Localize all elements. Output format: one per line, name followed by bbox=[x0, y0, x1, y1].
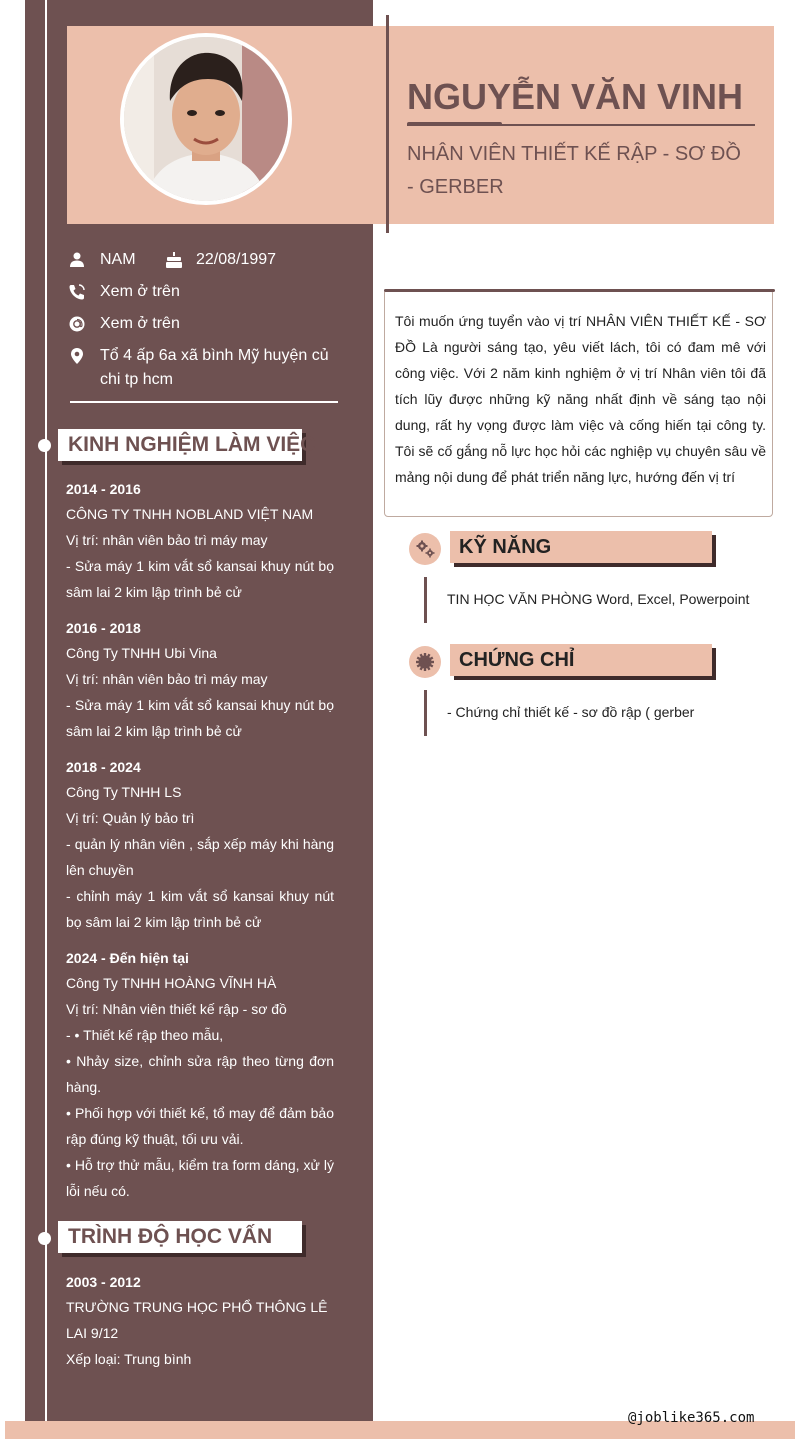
experience-period: 2024 - Đến hiện tại bbox=[66, 950, 189, 966]
experience-position: Vị trí: nhân viên bảo trì máy may bbox=[66, 671, 268, 687]
avatar bbox=[120, 33, 292, 205]
experience-detail: • Hỗ trợ thử mẫu, kiểm tra form dáng, xử lý lỗi nếu có. bbox=[66, 1157, 334, 1199]
address-line-1: Tổ 4 ấp 6a xã bình Mỹ huyện củ bbox=[100, 347, 329, 364]
name-underline-accent bbox=[407, 122, 502, 126]
experience-detail: - Sửa máy 1 kim vắt sổ kansai khuy nút bọ sâm lai 2 kim lập trình bẻ cử bbox=[66, 697, 334, 739]
certificates-heading bbox=[450, 644, 712, 676]
avatar-photo bbox=[124, 37, 288, 201]
address-line-2: chi tp hcm bbox=[100, 371, 173, 388]
experience-item bbox=[66, 477, 334, 605]
experience-item bbox=[66, 946, 334, 1204]
experience-period: 2018 - 2024 bbox=[66, 759, 141, 775]
skills-heading bbox=[450, 531, 712, 563]
certificates-bar bbox=[424, 690, 427, 736]
experience-detail: - Sửa máy 1 kim vắt sổ kansai khuy nút bọ sâm lai 2 kim lập trình bẻ cử bbox=[66, 558, 334, 600]
header-divider bbox=[386, 15, 389, 233]
experience-company: Công Ty TNHH Ubi Vina bbox=[66, 645, 217, 661]
info-divider bbox=[70, 401, 338, 403]
career-objective-box bbox=[384, 289, 773, 517]
experience-detail: • Phối hợp với thiết kế, tổ may để đảm bảo rập đúng kỹ thuật, tối ưu vải. bbox=[66, 1105, 334, 1147]
experience-company: Công Ty TNHH LS bbox=[66, 784, 182, 800]
info-row-address bbox=[68, 344, 368, 392]
experience-item bbox=[66, 755, 334, 935]
experience-position: Vị trí: Nhân viên thiết kế rập - sơ đồ bbox=[66, 1001, 287, 1017]
education-school: TRƯỜNG TRUNG HỌC PHỔ THÔNG LÊ LAI 9/12 bbox=[66, 1299, 328, 1341]
education-heading-text: TRÌNH ĐỘ HỌC VẤN bbox=[68, 1225, 273, 1248]
job-title: NHÂN VIÊN THIẾT KẾ RẬP - SƠ ĐỒ - GERBER bbox=[407, 143, 741, 198]
education-period: 2003 - 2012 bbox=[66, 1274, 141, 1290]
experience-detail: - • Thiết kế rập theo mẫu, bbox=[66, 1027, 224, 1043]
career-objective-topline bbox=[384, 289, 775, 292]
timeline-dot bbox=[38, 1232, 51, 1245]
experience-heading bbox=[58, 429, 316, 461]
candidate-name: NGUYỄN VĂN VINH bbox=[407, 76, 744, 117]
skills-text: TIN HỌC VĂN PHÒNG Word, Excel, Powerpoint bbox=[447, 591, 750, 607]
experience-detail: • Nhảy size, chỉnh sửa rập theo từng đơn hàng. bbox=[66, 1053, 334, 1095]
gears-icon-glyph bbox=[409, 533, 441, 565]
birthday-cake-icon bbox=[165, 251, 183, 269]
timeline-line bbox=[45, 0, 47, 1439]
experience-position: Vị trí: nhân viên bảo trì máy may bbox=[66, 532, 268, 548]
info-row-phone bbox=[68, 280, 368, 304]
skills-heading-text: KỸ NĂNG bbox=[459, 536, 552, 558]
certificate-badge-icon bbox=[409, 646, 441, 678]
experience-company: CÔNG TY TNHH NOBLAND VIỆT NAM bbox=[66, 506, 314, 522]
certificates-text: - Chứng chỉ thiết kế - sơ đồ rập ( gerber bbox=[447, 704, 695, 720]
phone: Xem ở trên bbox=[100, 283, 180, 300]
birthday: 22/08/1997 bbox=[196, 251, 277, 268]
certificates-heading-text: CHỨNG CHỈ bbox=[459, 649, 575, 671]
experience-item bbox=[66, 616, 334, 744]
location-pin-icon bbox=[68, 347, 86, 365]
education-rank: Xếp loại: Trung bình bbox=[66, 1351, 192, 1367]
experience-heading-text: KINH NGHIỆM LÀM VIỆC bbox=[68, 433, 316, 456]
education-heading bbox=[58, 1221, 302, 1253]
experience-detail: - chỉnh máy 1 kim vắt sổ kansai khuy nút bọ sâm lai 2 kim lập trình bẻ cử bbox=[66, 888, 334, 930]
certificate-badge-glyph bbox=[409, 646, 441, 678]
phone-icon bbox=[68, 283, 86, 301]
career-objective-text: Tôi muốn ứng tuyển vào vị trí NHÂN VIÊN THIẾT KẾ - SƠ ĐỒ Là người sáng tạo, yêu viết lách, tôi có đam mê với công việc. Với 2 năm kinh nghiệm ở vị trí Nhân viên tôi đã tích lũy được những kỹ năng nhất định về sáng tạo nội dung, rất hy vọng được làm việc và cống hiến tại công ty. Tôi sẽ cố gắng nỗ lực học hỏi các nghiệp vụ chuyên sâu về mảng nội dung để phát triển năng lực, hướng đến vị trí bbox=[395, 313, 766, 485]
experience-period: 2014 - 2016 bbox=[66, 481, 141, 497]
gears-icon bbox=[409, 533, 441, 565]
timeline-dot bbox=[38, 439, 51, 452]
experience-detail: - quản lý nhân viên , sắp xếp máy khi hàng lên chuyền bbox=[66, 836, 334, 878]
experience-period: 2016 - 2018 bbox=[66, 620, 141, 636]
experience-position: Vị trí: Quản lý bảo trì bbox=[66, 810, 195, 826]
education-item bbox=[66, 1270, 334, 1372]
avatar-illustration bbox=[124, 37, 288, 201]
experience-company: Công Ty TNHH HOÀNG VĨNH HÀ bbox=[66, 975, 277, 991]
info-row-email bbox=[68, 312, 368, 336]
footer-brand: @joblike365.com bbox=[628, 1410, 755, 1426]
email: Xem ở trên bbox=[100, 315, 180, 332]
user-icon bbox=[68, 251, 86, 269]
info-row-basic bbox=[68, 248, 368, 272]
at-sign-icon bbox=[68, 315, 86, 333]
skills-bar bbox=[424, 577, 427, 623]
gender: NAM bbox=[100, 251, 136, 268]
